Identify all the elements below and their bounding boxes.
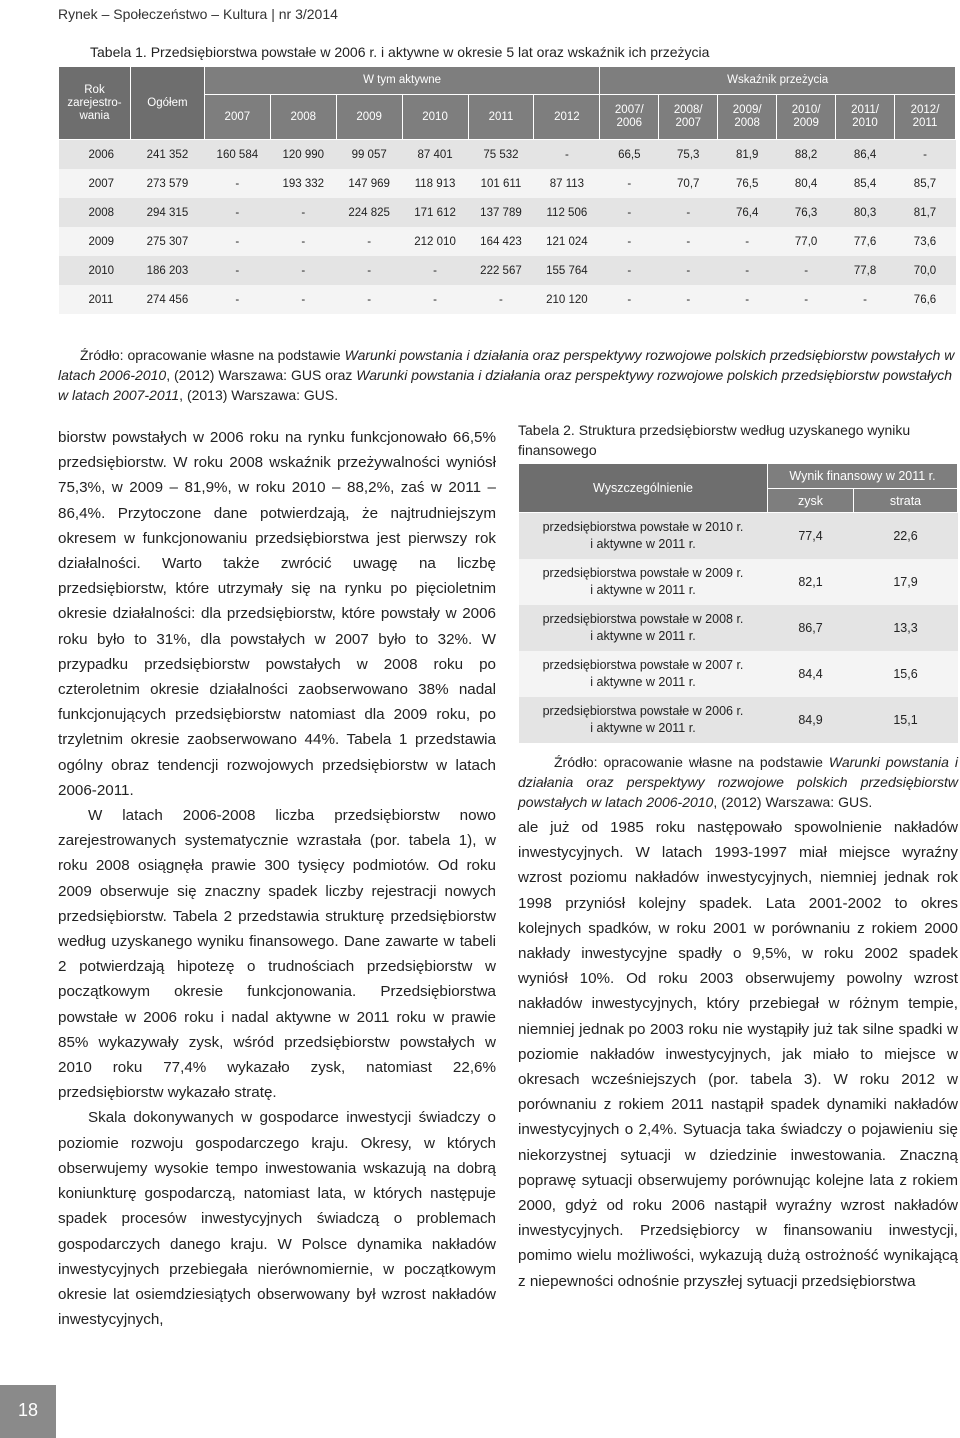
table-cell: 137 789 bbox=[468, 198, 534, 227]
row-label-line: i aktywne w 2011 r. bbox=[590, 675, 696, 689]
paragraph: W latach 2006-2008 liczba przedsiębiorstw nowo zarejestrowanych systematycznie wzrastała (por. tabela 1), w roku 2008 osiągnęła prawie 300 tysięcy podmiotów. Od roku 2009 obserwuje się znaczny spadek liczby rejestracji nowych przedsiębiorstw. Tabela 2 przedstawia strukturę przedsiębiorstw według uzyskanego wyniku finansowego. Dane zawarte w tabeli 2 potwierdzają hipotezę o trudnościach przedsiębiorstw w początkowym okresie funkcjonowania. Przedsiębiorstwa powstałe w 2006 roku i nadal aktywne w 2011 roku w prawie 85% wykazywały zysk, wśród przedsiębiorstw powstałych w 2010 roku 77,4% wykazało zysk, natomiast 22,6% przedsiębiorstw wykazało stratę. bbox=[58, 807, 496, 1102]
table-cell: 147 969 bbox=[336, 169, 402, 198]
body-column-left bbox=[58, 425, 496, 1332]
table-cell: 87 401 bbox=[402, 140, 468, 170]
header-ratio-top: 2012/ bbox=[910, 104, 940, 116]
table-cell: 2006 bbox=[59, 140, 131, 170]
source-text: Źródło: opracowanie własne na podstawie bbox=[554, 754, 829, 770]
row-label bbox=[519, 559, 768, 605]
table-row bbox=[59, 140, 956, 170]
table-cell: 70,0 bbox=[895, 256, 956, 285]
table-row bbox=[59, 198, 956, 227]
table2-caption: Tabela 2. Struktura przedsiębiorstw według uzyskanego wyniku finansowego bbox=[518, 422, 911, 458]
table-cell: 99 057 bbox=[336, 140, 402, 170]
paragraph: biorstw powstałych w 2006 roku na rynku funkcjonowało 66,5% przedsiębiorstw. W roku 2008 wskaźnik przeżywalności wyniósł 75,3%, w 2009 – 81,9%, w roku 2010 – 88,2%, zaś w 2011 – 86,4%. Przytoczone dane potwierdzają, że najtrudniejszym okresem w funkcjonowaniu przedsiębiorstwa jest pierwszy rok działalności. Warto także zwrócić uwagę na liczbę przedsiębiorstw, które utrzymały się na rynku po pięcioletnim okresie działalności: dla przedsiębiorstw, które powstały w 2006 roku było to 31%, dla powstałych w 2007 było to 32%. W przypadku przedsiębiorstw powstałych w 2008 roku po czteroletnim okresie działalności zaobserwowano 38% nadal funkcjonujących przedsiębiorstw natomiast dla 2009 roku, po trzyletnim okresie zaobserwowano 44%. Tabela 1 przedstawia ogólny obraz tendencji rozwojowych przedsiębiorstw w latach 2006-2011. bbox=[58, 429, 496, 799]
header-ratio-top: 2008/ bbox=[673, 104, 703, 116]
header-year: 2012 bbox=[534, 95, 600, 140]
header-ratio-top: 2011/ bbox=[851, 104, 879, 116]
header-wyszczegolnienie: Wyszczególnienie bbox=[519, 464, 768, 513]
cell-zysk: 84,4 bbox=[768, 651, 854, 697]
table2-source bbox=[518, 752, 958, 812]
table-cell: - bbox=[659, 198, 718, 227]
row-label bbox=[519, 697, 768, 743]
table-cell: - bbox=[336, 285, 402, 314]
table-cell: - bbox=[402, 285, 468, 314]
cell-strata: 15,1 bbox=[854, 697, 958, 743]
table-cell: - bbox=[336, 227, 402, 256]
table-cell: 2011 bbox=[59, 285, 131, 314]
header-wynik: Wynik finansowy w 2011 r. bbox=[768, 464, 958, 489]
table-cell: 120 990 bbox=[270, 140, 336, 170]
header-ratio bbox=[777, 95, 836, 140]
table-cell: 2008 bbox=[59, 198, 131, 227]
header-ratio-bottom: 2011 bbox=[912, 117, 938, 129]
row-label-line: przedsiębiorstwa powstałe w 2007 r. bbox=[542, 658, 744, 672]
table-cell: - bbox=[204, 169, 270, 198]
table-cell: - bbox=[600, 256, 659, 285]
header-wskaznik: Wskaźnik przeżycia bbox=[600, 67, 956, 95]
source-text: Źródło: opracowanie własne na podstawie bbox=[80, 347, 345, 363]
header-ratio bbox=[659, 95, 718, 140]
table-cell: - bbox=[270, 285, 336, 314]
table-cell: 70,7 bbox=[659, 169, 718, 198]
table-cell: 75,3 bbox=[659, 140, 718, 170]
table-cell: 77,0 bbox=[777, 227, 836, 256]
source-title: Warunki powstania i działania oraz perspektywy rozwojowe polskich przedsiębiorstw powstałych w latach 2006-2010 bbox=[58, 347, 955, 383]
table-row bbox=[59, 256, 956, 285]
table-cell: - bbox=[659, 256, 718, 285]
row-label-line: i aktywne w 2011 r. bbox=[590, 583, 696, 597]
table1 bbox=[58, 66, 956, 314]
row-label bbox=[519, 605, 768, 651]
table-cell: 66,5 bbox=[600, 140, 659, 170]
cell-strata: 17,9 bbox=[854, 559, 958, 605]
table-cell: 2007 bbox=[59, 169, 131, 198]
cell-zysk: 77,4 bbox=[768, 513, 854, 560]
row-label-line: i aktywne w 2011 r. bbox=[590, 721, 696, 735]
table-cell: - bbox=[718, 285, 777, 314]
table-cell: 77,6 bbox=[836, 227, 895, 256]
table-cell: - bbox=[600, 285, 659, 314]
table-cell: 273 579 bbox=[130, 169, 204, 198]
header-ogolem: Ogółem bbox=[130, 67, 204, 140]
source-text: , (2012) Warszawa: GUS. bbox=[713, 794, 873, 810]
header-ratio-top: 2010/ bbox=[791, 104, 821, 116]
table-cell: 76,5 bbox=[718, 169, 777, 198]
table-cell: 86,4 bbox=[836, 140, 895, 170]
header-ratio bbox=[836, 95, 895, 140]
table-cell: 210 120 bbox=[534, 285, 600, 314]
table-row bbox=[519, 559, 958, 605]
row-label-line: przedsiębiorstwa powstałe w 2008 r. bbox=[542, 612, 744, 626]
source-title: Warunki powstania i działania oraz perspektywy rozwojowe polskich przedsiębiorstw powstałych w latach 2007-2011 bbox=[58, 367, 953, 403]
table-cell: 2010 bbox=[59, 256, 131, 285]
table-cell: - bbox=[600, 198, 659, 227]
header-ratio bbox=[718, 95, 777, 140]
table-cell: 87 113 bbox=[534, 169, 600, 198]
page-number: 18 bbox=[17, 1400, 39, 1420]
table2 bbox=[518, 463, 958, 743]
table-cell: 101 611 bbox=[468, 169, 534, 198]
table-cell: - bbox=[600, 227, 659, 256]
table-cell: 2009 bbox=[59, 227, 131, 256]
header-year: 2007 bbox=[204, 95, 270, 140]
header-ratio-bottom: 2006 bbox=[616, 117, 643, 129]
table-cell: - bbox=[336, 256, 402, 285]
header-rok-line: wania bbox=[79, 109, 110, 122]
table-cell: - bbox=[718, 256, 777, 285]
table-cell: 294 315 bbox=[130, 198, 204, 227]
table-cell: 164 423 bbox=[468, 227, 534, 256]
table-cell: 112 506 bbox=[534, 198, 600, 227]
table-cell: 212 010 bbox=[402, 227, 468, 256]
table-cell: - bbox=[895, 140, 956, 170]
table-cell: 118 913 bbox=[402, 169, 468, 198]
table-cell: - bbox=[659, 285, 718, 314]
header-ratio bbox=[895, 95, 956, 140]
table-cell: 77,8 bbox=[836, 256, 895, 285]
table-cell: 88,2 bbox=[777, 140, 836, 170]
table-row bbox=[59, 285, 956, 314]
table-cell: 81,9 bbox=[718, 140, 777, 170]
table-cell: 155 764 bbox=[534, 256, 600, 285]
table-cell: - bbox=[777, 285, 836, 314]
table-cell: - bbox=[600, 169, 659, 198]
table-cell: 160 584 bbox=[204, 140, 270, 170]
header-year: 2010 bbox=[402, 95, 468, 140]
header-ratio-bottom: 2008 bbox=[734, 117, 760, 129]
cell-zysk: 84,9 bbox=[768, 697, 854, 743]
table-cell: 224 825 bbox=[336, 198, 402, 227]
row-label-line: przedsiębiorstwa powstałe w 2010 r. bbox=[542, 520, 744, 534]
header-ratio-top: 2007/ bbox=[614, 104, 644, 116]
table1-source bbox=[58, 345, 958, 405]
table-cell: 241 352 bbox=[130, 140, 204, 170]
cell-strata: 15,6 bbox=[854, 651, 958, 697]
table-row bbox=[519, 697, 958, 743]
table-cell: 275 307 bbox=[130, 227, 204, 256]
table-cell: - bbox=[204, 227, 270, 256]
table-row bbox=[519, 513, 958, 560]
header-year: 2009 bbox=[336, 95, 402, 140]
table-cell: - bbox=[777, 256, 836, 285]
cell-strata: 22,6 bbox=[854, 513, 958, 560]
table-row bbox=[519, 605, 958, 651]
table-cell: - bbox=[270, 256, 336, 285]
table-cell: - bbox=[204, 198, 270, 227]
table-cell: 85,7 bbox=[895, 169, 956, 198]
table-cell: 76,3 bbox=[777, 198, 836, 227]
table-cell: 80,3 bbox=[836, 198, 895, 227]
table-cell: - bbox=[718, 227, 777, 256]
header-rok-line: Rok bbox=[84, 83, 105, 96]
paragraph: ale już od 1985 roku następowało spowolnienie nakładów inwestycyjnych. W latach 1993-1997 miał miejsce wyraźny wzrost poziomu nakładów inwestycyjnych, niemniej jednak rok 1998 przyniósł kolejny spadek. Lata 2001-2002 to okres kolejnych spadków, w roku 2001 w porównaniu z rokiem 2000 nakłady inwestycyjne spadły o 9,5%, w roku 2002 spadek wyniósł 10%. Od roku 2003 obserwujemy powolny wzrost nakładów inwestycyjnych, który przebiegał w różnym tempie, niemniej jednak po 2003 roku nie wystąpiły już tak silne spadki w poziomie nakładów inwestycyjnych, jak miało to miejsce w okresach wcześniejszych (por. tabela 3). W roku 2012 w porównaniu z rokiem 2011 nastąpił spadek dynamiki nakładów inwestycyjnych o 2,4%. Sytuacja taka świadczy o pojawieniu się niekorzystnej sytuacji w dziedzinie inwestowania. Znaczną poprawę sytuacji obserwujemy porównując kolejne lata z rokiem 2000, gdyż od roku 2006 nastąpił wyraźny wzrost nakładów inwestycyjnych. Przedsiębiorcy w finansowaniu inwestycji, pomimo wielu możliwości, wykazują dużą ostrożność wynikającą z niepewności odnośnie przyszłej sytuacji przedsiębiorstwa bbox=[518, 819, 958, 1290]
table-cell: - bbox=[204, 285, 270, 314]
table-cell: 76,4 bbox=[718, 198, 777, 227]
table-cell: - bbox=[534, 140, 600, 170]
table-cell: 193 332 bbox=[270, 169, 336, 198]
table-cell: - bbox=[836, 285, 895, 314]
table-cell: 75 532 bbox=[468, 140, 534, 170]
source-title: Warunki powstania i działania oraz perspektywy rozwojowe polskich przedsiębiorstw powstałych w latach 2006-2010 bbox=[518, 754, 958, 810]
header-rok-line: zarejestro- bbox=[67, 96, 122, 109]
cell-strata: 13,3 bbox=[854, 605, 958, 651]
table-cell: 274 456 bbox=[130, 285, 204, 314]
header-ratio-top: 2009/ bbox=[732, 104, 762, 116]
table-cell: - bbox=[270, 198, 336, 227]
table-cell: 85,4 bbox=[836, 169, 895, 198]
paragraph: Skala dokonywanych w gospodarce inwestycji świadczy o poziomie rozwoju gospodarczego kraju. Okresy, w których obserwujemy wysokie tempo inwestowania wskazują na dobrą koniunkturę gospodarczą, natomiast lata, w których następuje spadek procesów inwestycyjnych świadczą o problemach gospodarczych danego kraju. W Polsce dynamika nakładów inwestycyjnych przebiegała nierównomiernie, w początkowym okresie lat osiemdziesiątych obserwowany był wzrost nakładów inwestycyjnych, bbox=[58, 1109, 496, 1329]
source-text: , (2012) Warszawa: GUS oraz bbox=[166, 367, 357, 383]
table-cell: 73,6 bbox=[895, 227, 956, 256]
header-aktywne: W tym aktywne bbox=[204, 67, 599, 95]
header-rok bbox=[59, 67, 131, 140]
row-label-line: i aktywne w 2011 r. bbox=[590, 629, 696, 643]
table-cell: 81,7 bbox=[895, 198, 956, 227]
table-cell: 80,4 bbox=[777, 169, 836, 198]
table-cell: - bbox=[402, 256, 468, 285]
cell-zysk: 86,7 bbox=[768, 605, 854, 651]
table-row bbox=[59, 227, 956, 256]
running-head: Rynek – Społeczeństwo – Kultura | nr 3/2014 bbox=[58, 6, 338, 22]
header-ratio-bottom: 2010 bbox=[852, 117, 878, 129]
cell-zysk: 82,1 bbox=[768, 559, 854, 605]
row-label-line: przedsiębiorstwa powstałe w 2009 r. bbox=[542, 566, 744, 580]
header-zysk: zysk bbox=[768, 489, 854, 513]
table-cell: - bbox=[270, 227, 336, 256]
table-cell: 186 203 bbox=[130, 256, 204, 285]
table-cell: - bbox=[659, 227, 718, 256]
header-year: 2011 bbox=[468, 95, 534, 140]
header-year: 2008 bbox=[270, 95, 336, 140]
table-cell: - bbox=[204, 256, 270, 285]
header-ratio bbox=[600, 95, 659, 140]
body-column-right bbox=[518, 815, 958, 1294]
table-row bbox=[519, 651, 958, 697]
source-text: , (2013) Warszawa: GUS. bbox=[179, 387, 339, 403]
table-cell: 171 612 bbox=[402, 198, 468, 227]
header-strata: strata bbox=[854, 489, 958, 513]
header-ratio-bottom: 2009 bbox=[793, 117, 819, 129]
table-cell: - bbox=[468, 285, 534, 314]
table1-caption: Tabela 1. Przedsiębiorstwa powstałe w 2006 r. i aktywne w okresie 5 lat oraz wskaźnik ich przeżycia bbox=[90, 44, 710, 60]
header-ratio-bottom: 2007 bbox=[675, 117, 702, 129]
table-cell: 222 567 bbox=[468, 256, 534, 285]
table-row bbox=[59, 169, 956, 198]
row-label-line: przedsiębiorstwa powstałe w 2006 r. bbox=[542, 704, 744, 718]
table-cell: 76,6 bbox=[895, 285, 956, 314]
row-label bbox=[519, 651, 768, 697]
table-cell: 121 024 bbox=[534, 227, 600, 256]
row-label bbox=[519, 513, 768, 560]
row-label-line: i aktywne w 2011 r. bbox=[590, 537, 696, 551]
